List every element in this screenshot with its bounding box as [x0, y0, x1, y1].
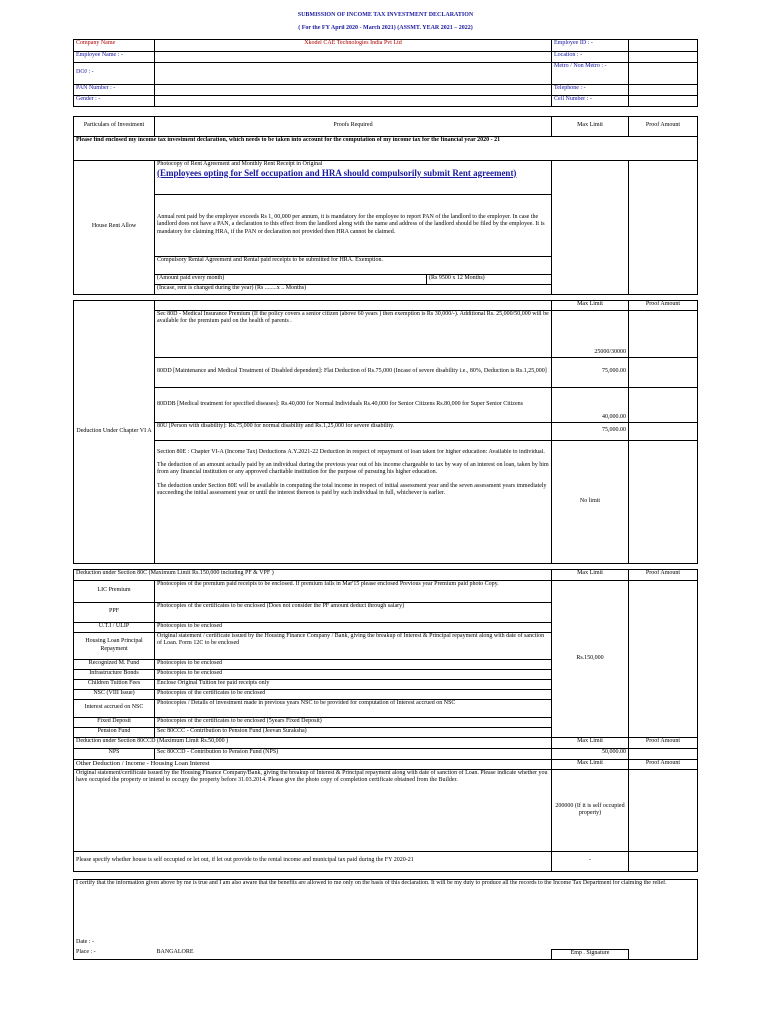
chapter-via-max-limit-hdr: Max Limit — [552, 300, 629, 310]
declaration-form — [73, 12, 697, 960]
date-field[interactable] — [155, 939, 698, 949]
employee-id-label: Employee ID : - — [552, 39, 629, 51]
metro-field[interactable] — [629, 62, 698, 84]
sec80ccd-header: Deduction under Section 80CCD (Maximum Limit Rs.50,000 ) — [74, 737, 552, 748]
sec80c-row-label: U.T.I / ULIP — [74, 622, 155, 632]
spacer-row — [74, 106, 698, 116]
sec80ccd-proof-amount-hdr: Proof Amount — [629, 737, 698, 748]
sec80c-row-text: Photocopies of the certificates to be enclosed (5years Fixed Deposit) — [155, 717, 552, 727]
sec80ddb-proof-amount[interactable] — [629, 387, 698, 422]
other-header: Other Deduction / Income - Housing Loan Interest — [74, 759, 552, 769]
telephone-label: Telephone : - — [552, 84, 629, 95]
signature-label: Emp . Signature — [552, 949, 629, 959]
hra-label: House Rent Allow — [74, 160, 155, 294]
hra-max-limit — [552, 160, 629, 294]
hra-proof-amount[interactable] — [629, 160, 698, 294]
sec80c-row-label: Housing Loan Principal Repayment — [74, 632, 155, 659]
other-max-limit-hdr: Max Limit — [552, 759, 629, 769]
hra-line-4: Compulsory Rental Agreement and Rental paid receipts to be submitted for HRA. Exemption. — [155, 256, 552, 274]
sec80c-row-label: Pension Fund — [74, 727, 155, 737]
sec80e-para-3: The deduction under Section 80E will be available in computing the total income in respect of initial assessment year and the seven assessment years immediately succeeding the initial assessment year or until the interest thereon is paid by such individual in full, whichever is earlier. — [157, 482, 547, 496]
company-name-value: Xkodel CAE Technologies India Pvt Ltd — [155, 39, 552, 51]
sec80c-row-label: PPF — [74, 602, 155, 622]
sec80c-proof-amount[interactable] — [629, 580, 698, 737]
doj-field[interactable] — [155, 62, 552, 84]
sec80u-proof-amount[interactable] — [629, 422, 698, 440]
sec80c-row-text: Photocopies of the certificates to be enclosed (Does not consider the PF amount deduct through salary) — [155, 602, 552, 622]
employee-name-field[interactable] — [155, 51, 552, 62]
nps-limit: 50,000.00 — [552, 748, 629, 759]
sec80e-text — [155, 449, 552, 563]
sec80c-row-label: NSC (VIII Issue) — [74, 689, 155, 699]
hra-line-1 — [155, 160, 552, 194]
sec80c-row-label: Recognized M. Fund — [74, 659, 155, 669]
hra-line-6: (Incase, rent is changed during the year) (Rs ........x .. Months) — [155, 284, 552, 294]
sec80ccd-max-limit-hdr: Max Limit — [552, 737, 629, 748]
nps-proof-amount[interactable] — [629, 748, 698, 759]
sec80c-row-text: Sec 80CCC - Contribution to Pension Fund (Jeevan Suraksha) — [155, 727, 552, 737]
cert-gap — [74, 913, 698, 939]
sec80c-row-text: Photocopies / Details of investment made in previous years NSC to be provided for computation of Interest accrued on NSC — [155, 699, 552, 717]
cell-label: Cell Number : - — [552, 95, 629, 106]
employee-name-label: Employee Name : - — [74, 51, 155, 62]
sec80e-para-1: Section 80E : Chapter VI-A (Income Tax) Deductions A.Y.2021-22 Deduction in respect of repayment of loan taken for higher education: Available to individual. — [157, 449, 545, 455]
location-label: Location : - — [552, 51, 629, 62]
sec80dd-text: 80DD [Maintenance and Medical Treatment of Disabled dependent]: Flat Deduction of Rs.75,000 (Incase of severe disability i.e., 80%, Deduction is Rs.1,25,000] — [155, 357, 552, 387]
company-name-label: Company Name — [74, 39, 155, 51]
housing-loan-interest-text: Original statement/certificate issued by the Housing Finance Company/Bank, giving the breakup of Interest & Principal repayment along with date of sanction of Loan. Please indicate whether you have occupied the property or intend to occupy the property before 31.03.2014. Please give the photo copy of completion certificate obtained from the Builder. — [74, 769, 552, 851]
housing-loan-interest-limit: 200000 (If it is self occupied property) — [552, 769, 629, 851]
form-title: SUBMISSION OF INCOME TAX INVESTMENT DECLARATION — [297, 12, 474, 18]
sec80e-limit: No limit — [552, 440, 629, 563]
sec80e-proof-amount[interactable] — [629, 440, 698, 563]
cell-field[interactable] — [629, 95, 698, 106]
chapter-via-proof-amount-hdr: Proof Amount — [629, 300, 698, 310]
housing-loan-interest-proof-amount[interactable] — [629, 769, 698, 851]
sec80d-text: Sec 80D - Medical Insurance Premium (If the policy covers a senior citizen (above 60 years ) then exemption is Rs 30,000/-). Additional Rs. 25,000/50,000 will be available for the premium paid on the health of parents . — [155, 310, 552, 357]
sec80c-row-text: Photocopies to be enclosed — [155, 669, 552, 679]
spacer-row — [74, 871, 698, 879]
sec80c-row-label: Children Tuition Fees — [74, 679, 155, 689]
house-status-note: Please specify whether house is self occupied or let out, if let out provide to the rental income and municipal tax paid during the FY 2020-21 — [74, 851, 552, 871]
sec80c-row-label: LIC Premium — [74, 580, 155, 602]
gender-label: Gender : - — [74, 95, 155, 106]
sec80d-proof-amount[interactable] — [629, 310, 698, 357]
sec80ddb-text: 80DDB [Medical treatment for specified diseases]: Rs.40,000 for Normal Individuals Rs.40,000 for Senior Citizens Rs.80,000 for Super Senior Citizens — [155, 387, 552, 422]
sec80c-row-label: Fixed Deposit — [74, 717, 155, 727]
col-max-limit: Max Limit — [552, 116, 629, 136]
house-status-limit: - — [552, 851, 629, 871]
sec80ddb-limit: 40,000.00 — [552, 387, 629, 422]
hra-line-5a: (Amount paid every month) — [155, 274, 427, 284]
certification-text: I certify that the information given above by me is true and I am also aware that the benefits are allowed to me only on the basis of this declaration. It will be my duty to produce all the records to the Income Tax Department for claiming the relief. — [74, 879, 698, 913]
sec80c-row-text: Photocopies of the certificates to be enclosed — [155, 689, 552, 699]
other-proof-amount-hdr: Proof Amount — [629, 759, 698, 769]
hra-line-2-text: (Employees opting for Self occupation and HRA should compulsorily submit Rent agreement) — [157, 167, 517, 178]
sec80c-max-limit-hdr: Max Limit — [552, 569, 629, 580]
sec80c-row-label: Interest accrued on NSC — [74, 699, 155, 717]
pan-field[interactable] — [155, 84, 552, 95]
sec80c-row-text: Original statement / certificate issued by the Housing Finance Company / Bank, giving the breakup of Interest & Principal repayment along with date of sanction of Loan. Form 12C to be enclosed — [155, 632, 552, 659]
col-particulars: Particulars of Investment — [74, 116, 155, 136]
sec80c-row-text: Photocopies to be enclosed — [155, 659, 552, 669]
sec80d-limit: 25000/30000 — [552, 310, 629, 357]
location-field[interactable] — [629, 51, 698, 62]
sec80c-row-label: Infrastructure Bonds — [74, 669, 155, 679]
sec80u-limit: 75,000.00 — [552, 422, 629, 440]
signature-field[interactable] — [629, 949, 698, 959]
sec80u-text: 80U [Person with disability]: Rs.75,000 for normal disability and Rs.1,25,000 for severe disability. — [155, 422, 552, 440]
date-label: Date : - — [74, 939, 155, 949]
chapter-via-header-blank — [155, 300, 552, 310]
doj-label: DOJ : - — [74, 62, 155, 84]
sec80dd-limit: 75,000.00 — [552, 357, 629, 387]
gender-field[interactable] — [155, 95, 552, 106]
nps-label: NPS — [74, 748, 155, 759]
col-proofs: Proofs Required — [155, 116, 552, 136]
sec80c-row-text: Enclose Original Tuition fee paid receipts only — [155, 679, 552, 689]
hra-line-3: Annual rent paid by the employee exceeds Rs 1, 00,000 per annum, it is mandatory for the employee to report PAN of the landlord to the employer. In case the landlord does not have a PAN, a declaration to this effect from the landlord along with the name and address of the landlord should be filed by the employee. It is mandatory for claiming HRA, if the PAN or declaration not provided then HRA cannot be claimed. — [155, 194, 552, 256]
sec80dd-proof-amount[interactable] — [629, 357, 698, 387]
pan-label: PAN Number : - — [74, 84, 155, 95]
metro-label: Metro / Non Metro : - — [552, 62, 629, 84]
form-subtitle: ( For the FY April 2020 - March 2021) (ASSMT. YEAR 2021 – 2022) — [298, 25, 473, 31]
house-status-proof-amount[interactable] — [629, 851, 698, 871]
place-label: Place : - — [74, 949, 155, 959]
sec80c-proof-amount-hdr: Proof Amount — [629, 569, 698, 580]
place-value: BANGALORE — [155, 949, 552, 959]
sec80c-header: Deduction under Section 80C (Maximum Limit Rs.150,000 including PF & VPF ) — [74, 569, 552, 580]
form-table — [73, 12, 698, 960]
employee-id-field[interactable] — [629, 39, 698, 51]
sec80e-gap — [155, 440, 552, 449]
hra-line-5b: (Rs 9500 x 12 Months) — [427, 274, 552, 284]
sec80e-para-2: The deduction of an amount actually paid by an individual during the previous year out of his income chargeable to tax by way of an interest on loan, taken by him from any financial institution or any approved charitable institution for the purpose of pursuing his higher education. — [157, 462, 549, 476]
hra-line-1-text: Photocopy of Rent Agreement and Monthly Rent Receipt in Original — [157, 160, 323, 167]
col-proof-amount: Proof Amount — [629, 116, 698, 136]
sec80c-row-text: Photocopies of the premium paid receipts to be enclosed. If premium falls in Mar'15 please enclosed Previous year Premium paid photo Copy. — [155, 580, 552, 602]
nps-text: Sec 80CCD - Contribution to Pension Fund (NPS) — [155, 748, 552, 759]
sec80c-limit: Rs.150,000 — [552, 580, 629, 737]
declaration-intro: Please find enclosed my income tax investment declaration, which needs to be taken into account for the computation of my income tax for the financial year 2020 - 21 — [74, 136, 698, 160]
sec80c-row-text: Photocopies to be enclosed — [155, 622, 552, 632]
chapter-via-label: Deduction Under Chapter VI A — [74, 300, 155, 563]
telephone-field[interactable] — [629, 84, 698, 95]
